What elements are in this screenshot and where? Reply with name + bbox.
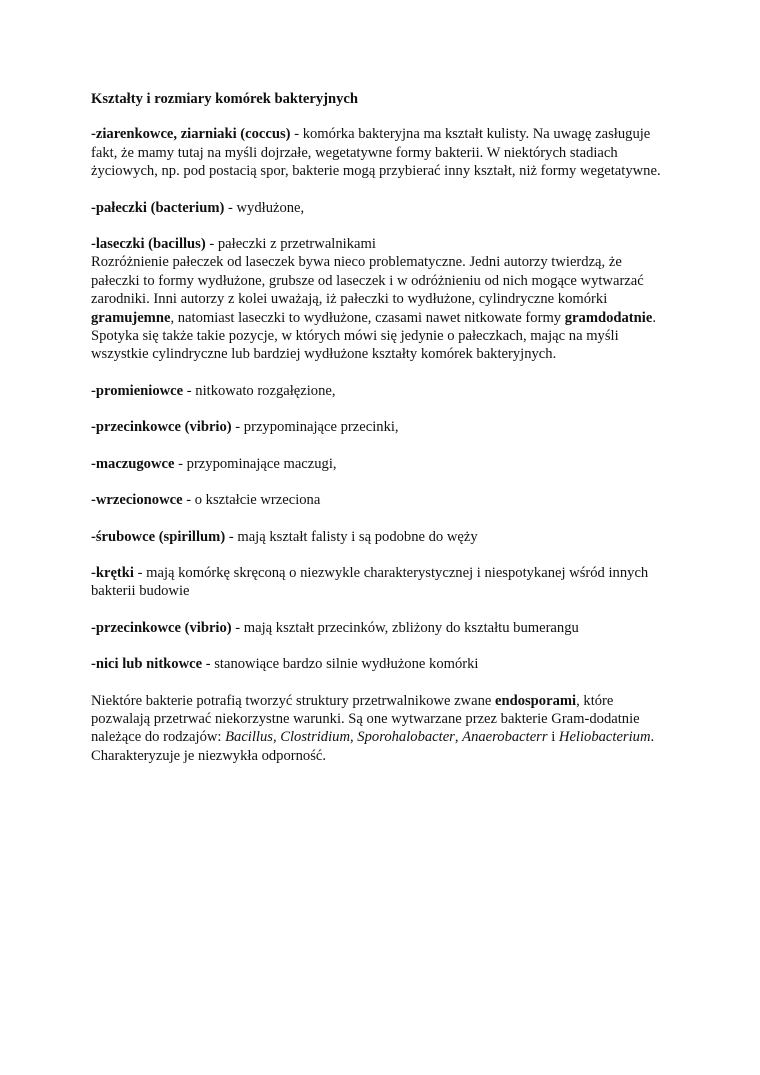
genus-separator: , <box>350 729 358 746</box>
genus-separator: , <box>454 729 463 746</box>
paragraph-vibrio-2 <box>91 619 671 637</box>
desc-nitkowce: - stanowiące bardzo silnie wydłużone komórki <box>202 656 479 673</box>
term-promieniowce: -promieniowce <box>91 382 184 399</box>
endospores-text-part1: Niektóre bakterie potrafią tworzyć struktury przetrwalnikowe zwane <box>91 692 495 709</box>
genus-sporohalobacter: Sporohalobacter <box>357 729 455 746</box>
paragraph-nitkowce <box>91 655 671 673</box>
bacillus-discussion-part3: . Spotyka się także takie pozycje, w których mówi się jedynie o pałeczkach, mając na myśli wszystkie cylindryczne lub bardziej wydłużone kształty komórek bakteryjnych. <box>91 309 656 363</box>
paragraph-wrzecionowce <box>91 491 671 509</box>
term-bacterium: -pałeczki (bacterium) <box>91 199 225 216</box>
bacillus-discussion-part2: , natomiast laseczki to wydłużone, czasami nawet nitkowate formy <box>170 309 565 326</box>
paragraph-maczugowce <box>91 455 671 473</box>
paragraph-coccus <box>91 125 671 180</box>
bacillus-discussion-part1: Rozróżnienie pałeczek od laseczek bywa nieco problematyczne. Jedni autorzy twierdzą, że pałeczki to formy wydłużone, grubsze od laseczek i w odróżnieniu od nich mogące wytwarzać zarodniki. Inni autorzy z kolei uważają, iż pałeczki to wydłużone, cylindryczne komórki <box>91 254 644 308</box>
desc-bacillus: - pałeczki z przetrwalnikami <box>205 236 376 253</box>
genus-separator: i <box>547 729 559 746</box>
genus-anaerobacterr: Anaerobacterr <box>462 729 548 746</box>
endospores-text-part3: . Charakteryzuje je niezwykła odporność. <box>91 729 655 764</box>
genus-heliobacterium: Heliobacterium <box>558 729 651 746</box>
desc-coccus: - komórka bakteryjna ma kształt kulisty. Na uwagę zasługuje fakt, że mamy tutaj na myśli dojrzałe, wegetatywne formy bakterii. W niektórych stadiach życiowych, np. pod postacią spor, bakterie mogą przybierać inny kształt, niż formy wegetatywne. <box>91 126 661 180</box>
term-wrzecionowce: -wrzecionowce <box>91 492 183 509</box>
paragraph-spirillum <box>91 528 671 546</box>
paragraph-promieniowce <box>91 382 671 400</box>
desc-maczugowce: - przypominające maczugi, <box>174 455 337 472</box>
term-gramdodatnie: gramdodatnie <box>564 309 653 326</box>
desc-promieniowce: - nitkowato rozgałęzione, <box>183 382 336 399</box>
document-title: Kształty i rozmiary komórek bakteryjnych <box>91 91 358 107</box>
term-coccus: -ziarenkowce, ziarniaki (coccus) <box>91 126 291 143</box>
term-spirillum: -śrubowce (spirillum) <box>91 528 226 545</box>
term-nitkowce: -nici lub nitkowce <box>91 656 203 673</box>
paragraph-endospores <box>91 692 671 766</box>
term-kretki: -krętki <box>91 564 134 581</box>
desc-kretki: - mają komórkę skręconą o niezwykle charakterystycznej i niespotykanej wśród innych bakterii budowie <box>91 564 649 600</box>
desc-vibrio-2: - mają kształt przecinków, zbliżony do kształtu bumerangu <box>231 619 579 636</box>
paragraph-bacillus <box>91 235 671 364</box>
term-vibrio-1: -przecinkowce (vibrio) <box>91 419 232 436</box>
desc-spirillum: - mają kształt falisty i są podobne do węży <box>225 528 478 545</box>
term-endosporami: endosporami <box>495 692 577 709</box>
document-title-paragraph <box>91 90 671 108</box>
paragraph-kretki <box>91 564 671 601</box>
paragraph-bacterium <box>91 199 671 217</box>
term-vibrio-2: -przecinkowce (vibrio) <box>91 619 232 636</box>
term-maczugowce: -maczugowce <box>91 455 175 472</box>
term-gramujemne: gramujemne <box>91 309 171 326</box>
desc-vibrio-1: - przypominające przecinki, <box>231 419 399 436</box>
genus-separator: , <box>272 729 281 746</box>
endospores-text-part2: , które pozwalają przetrwać niekorzystne warunki. Są one wytwarzane przez bakterie Gram-dodatnie należące do rodzajów: <box>91 692 640 746</box>
paragraph-vibrio-1 <box>91 418 671 436</box>
desc-bacterium: - wydłużone, <box>224 199 305 216</box>
desc-wrzecionowce: - o kształcie wrzeciona <box>182 492 321 509</box>
document-body <box>91 90 671 783</box>
genus-bacillus: Bacillus <box>225 729 273 746</box>
genus-clostridium: Clostridium <box>280 729 350 746</box>
term-bacillus: -laseczki (bacillus) <box>91 236 206 253</box>
